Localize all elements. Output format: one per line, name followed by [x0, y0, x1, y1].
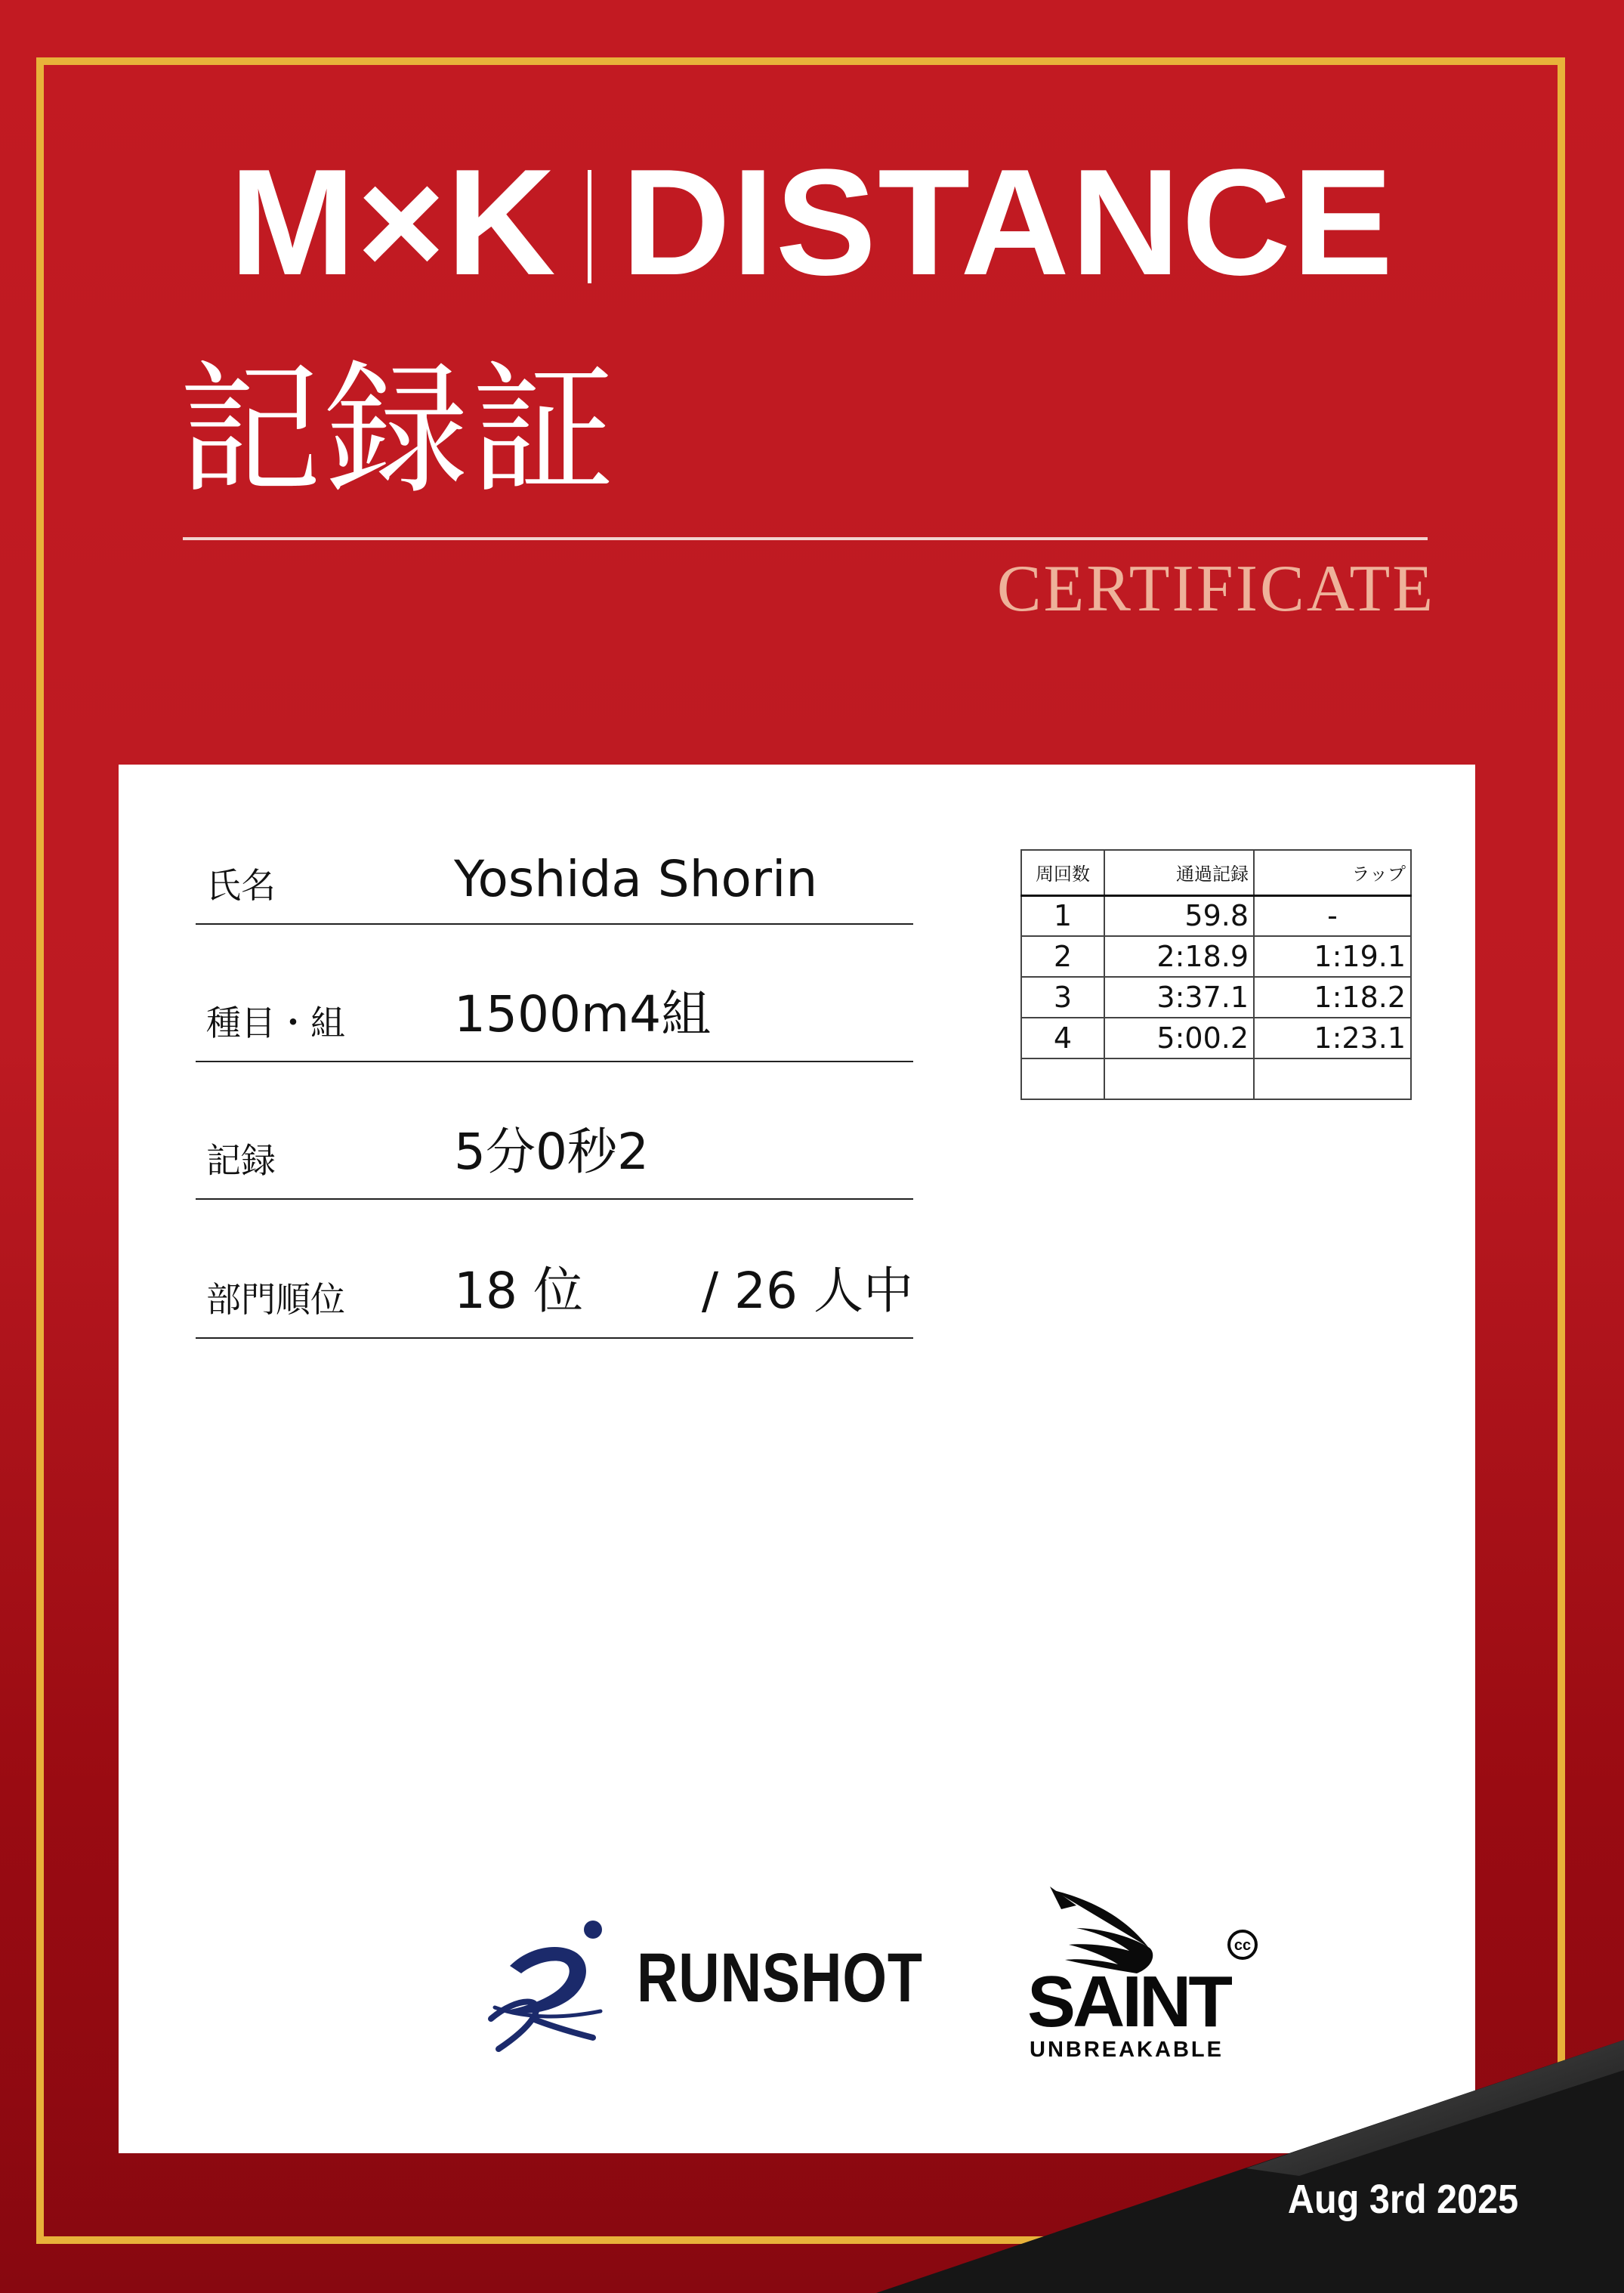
name-label: 氏名 [206, 865, 276, 906]
rank-value: 18 位 [454, 1262, 583, 1320]
lap-header-split: 通過記録 [1104, 850, 1254, 895]
issue-date: Aug 3rd 2025 [1287, 2177, 1518, 2222]
lap-split-cell: 59.8 [1104, 895, 1254, 936]
lap-time-cell: 1:19.1 [1254, 936, 1411, 977]
lap-time-cell: 1:23.1 [1254, 1018, 1411, 1058]
event-label: 種目・組 [206, 1003, 345, 1043]
certificate-title-en: CERTIFICATE [996, 552, 1435, 626]
lap-split-cell: 3:37.1 [1104, 977, 1254, 1018]
lap-count-cell: 4 [1021, 1018, 1104, 1058]
lap-header-count: 周回数 [1021, 850, 1104, 895]
record-value: 5分0秒2 [454, 1123, 649, 1181]
saint-tagline: UNBREAKABLE [1030, 2038, 1224, 2062]
lap-time-cell: - [1254, 895, 1411, 936]
lap-time-cell: 1:18.2 [1254, 977, 1411, 1018]
name-value: Yoshida Shorin [454, 850, 818, 908]
rank-label: 部門順位 [206, 1279, 345, 1320]
lap-split-cell: 2:18.9 [1104, 936, 1254, 977]
runshot-wordmark: RUNSHOT [637, 1939, 923, 2016]
lap-split-cell: 5:00.2 [1104, 1018, 1254, 1058]
event-value: 1500m4組 [454, 985, 712, 1043]
lap-count-cell: 2 [1021, 936, 1104, 977]
record-label: 記録 [206, 1140, 276, 1181]
saint-wordmark: SAINT [1027, 1961, 1230, 2042]
lap-count-cell: 1 [1021, 895, 1104, 936]
rank-total: / 26 人中 [701, 1262, 913, 1320]
event-title-left: M×K [229, 138, 557, 307]
event-title-right: DISTANCE [621, 138, 1395, 307]
certificate-title-jp: 記録証 [178, 347, 619, 514]
saint-mark-text: cc [1233, 1937, 1252, 1954]
lap-header-lap: ラップ [1254, 850, 1411, 895]
lap-count-cell: 3 [1021, 977, 1104, 1018]
